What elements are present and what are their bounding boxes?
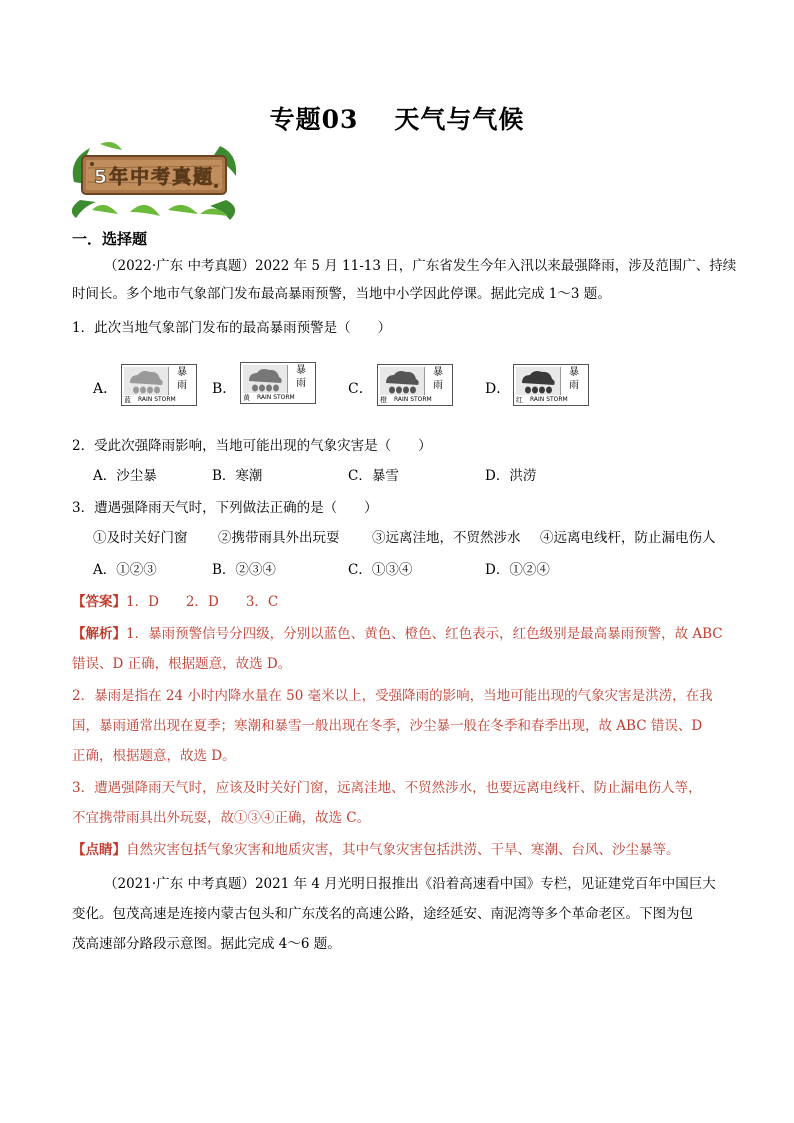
q3-item-2: ②携带雨具外出玩耍 — [218, 530, 340, 546]
q3-option-a: A．①②③ — [93, 562, 157, 578]
analysis-tag: 【解析】 — [72, 626, 126, 642]
sign-char-2: 雨 — [177, 380, 187, 391]
q1-option-b-sign — [240, 362, 316, 404]
comment-tag: 【点睛】 — [72, 842, 126, 858]
q1-stem: 1．此次当地气象部门发布的最高暴雨预警是（ ） — [72, 320, 392, 336]
sign-char-1: 暴 — [177, 367, 187, 378]
analysis-line2: 错误、D 正确，根据题意，故选 D。 — [72, 656, 292, 672]
sign-char-2: 雨 — [569, 380, 579, 391]
sign-char-2: 雨 — [433, 380, 443, 391]
answer-line — [72, 592, 278, 612]
analysis-line7: 不宜携带雨具出外玩耍，故①③④正确，故选 C。 — [72, 810, 371, 826]
sign-level: 橙 — [380, 396, 387, 404]
sign-level: 蓝 — [124, 396, 131, 404]
q2-option-b: B．寒潮 — [212, 468, 263, 484]
intro1-line1: （2022·广东 中考真题）2022 年 5 月 11-13 日，广东省发生今年入汛以来最强降雨，涉及范围广、持续 — [104, 258, 737, 274]
analysis-line1 — [72, 624, 723, 644]
q3-item-1: ①及时关好门窗 — [93, 530, 188, 546]
answer-text: 1．D 2．D 3．C — [126, 594, 279, 610]
sign-char-1: 暴 — [569, 367, 579, 378]
sign-level: 黄 — [243, 394, 250, 402]
sign-english: RAIN STORM — [138, 396, 176, 403]
storm-cloud-icon — [516, 367, 561, 395]
analysis-line4: 国，暴雨通常出现在夏季；寒潮和暴雪一般出现在冬季，沙尘暴一般在冬季和春季出现，故 ABC 错误、D — [72, 718, 703, 734]
q2-stem: 2．受此次强降雨影响，当地可能出现的气象灾害是（ ） — [72, 438, 432, 454]
q3-item-4: ④远离电线杆，防止漏电伤人 — [540, 530, 716, 546]
sign-english: RAIN STORM — [530, 396, 568, 403]
storm-cloud-icon — [243, 365, 288, 393]
sign-char-1: 暴 — [433, 367, 443, 378]
q2-option-d: D．洪涝 — [485, 468, 537, 484]
q1-option-d-label: D． — [485, 381, 511, 397]
intro1-line2: 时间长。多个地市气象部门发布最高暴雨预警，当地中小学因此停课。据此完成 1～3 题。 — [72, 286, 611, 302]
title-topic-number: 专题03 — [269, 105, 359, 134]
sign-english: RAIN STORM — [394, 396, 432, 403]
badge-text: 5年中考真题 — [93, 166, 215, 188]
q1-option-a-sign — [121, 364, 197, 406]
q1-option-d-sign — [513, 364, 589, 406]
section-heading: 一．选择题 — [72, 230, 148, 248]
q3-option-d: D．①②④ — [485, 562, 550, 578]
page-title — [0, 100, 794, 136]
title-topic-name: 天气与气候 — [394, 105, 525, 134]
analysis-line5: 正确，根据题意，故选 D。 — [72, 748, 236, 764]
q2-option-a: A．沙尘暴 — [93, 468, 157, 484]
storm-cloud-icon — [380, 367, 425, 395]
analysis-line3: 2．暴雨是指在 24 小时内降水量在 50 毫米以上，受强降雨的影响，当地可能出现的气象灾害是洪涝，在我 — [72, 688, 713, 704]
sign-level: 红 — [516, 396, 523, 404]
analysis-text-1: 1．暴雨预警信号分四级，分别以蓝色、黄色、橙色、红色表示，红色级别是最高暴雨预警，故 ABC — [126, 626, 723, 642]
q1-option-a-label: A． — [93, 381, 118, 397]
comment-line — [72, 840, 680, 860]
leaf-sign-graphic — [70, 140, 240, 220]
analysis-line6: 3．遭遇强降雨天气时，应该及时关好门窗，远离洼地、不贸然涉水，也要远离电线杆、防止漏电伤人等， — [72, 780, 702, 796]
sign-english: RAIN STORM — [257, 394, 295, 401]
sign-char-2: 雨 — [296, 378, 306, 389]
intro2-line1: （2021·广东 中考真题）2021 年 4 月光明日报推出《沿着高速看中国》专栏，见证建党百年中国巨大 — [104, 876, 716, 892]
intro2-line2: 变化。包茂高速是连接内蒙古包头和广东茂名的高速公路，途经延安、南泥湾等多个革命老区。下图为包 — [72, 906, 693, 922]
q3-item-3: ③远离洼地，不贸然涉水 — [372, 530, 521, 546]
q3-stem: 3．遭遇强降雨天气时，下列做法正确的是（ ） — [72, 500, 378, 516]
q3-option-c: C．①③④ — [348, 562, 413, 578]
answer-tag: 【答案】 — [72, 594, 126, 610]
five-year-exam-badge — [70, 140, 240, 220]
q2-option-c: C．暴雪 — [348, 468, 399, 484]
comment-text: 自然灾害包括气象灾害和地质灾害，其中气象灾害包括洪涝、干旱、寒潮、台风、沙尘暴等。 — [126, 842, 680, 858]
q3-option-b: B．②③④ — [212, 562, 276, 578]
sign-char-1: 暴 — [296, 365, 306, 376]
storm-cloud-icon — [124, 367, 169, 395]
q1-option-c-label: C． — [348, 381, 373, 397]
q1-option-b-label: B． — [212, 381, 237, 397]
q1-option-c-sign — [377, 364, 453, 406]
intro2-line3: 茂高速部分路段示意图。据此完成 4～6 题。 — [72, 936, 341, 952]
